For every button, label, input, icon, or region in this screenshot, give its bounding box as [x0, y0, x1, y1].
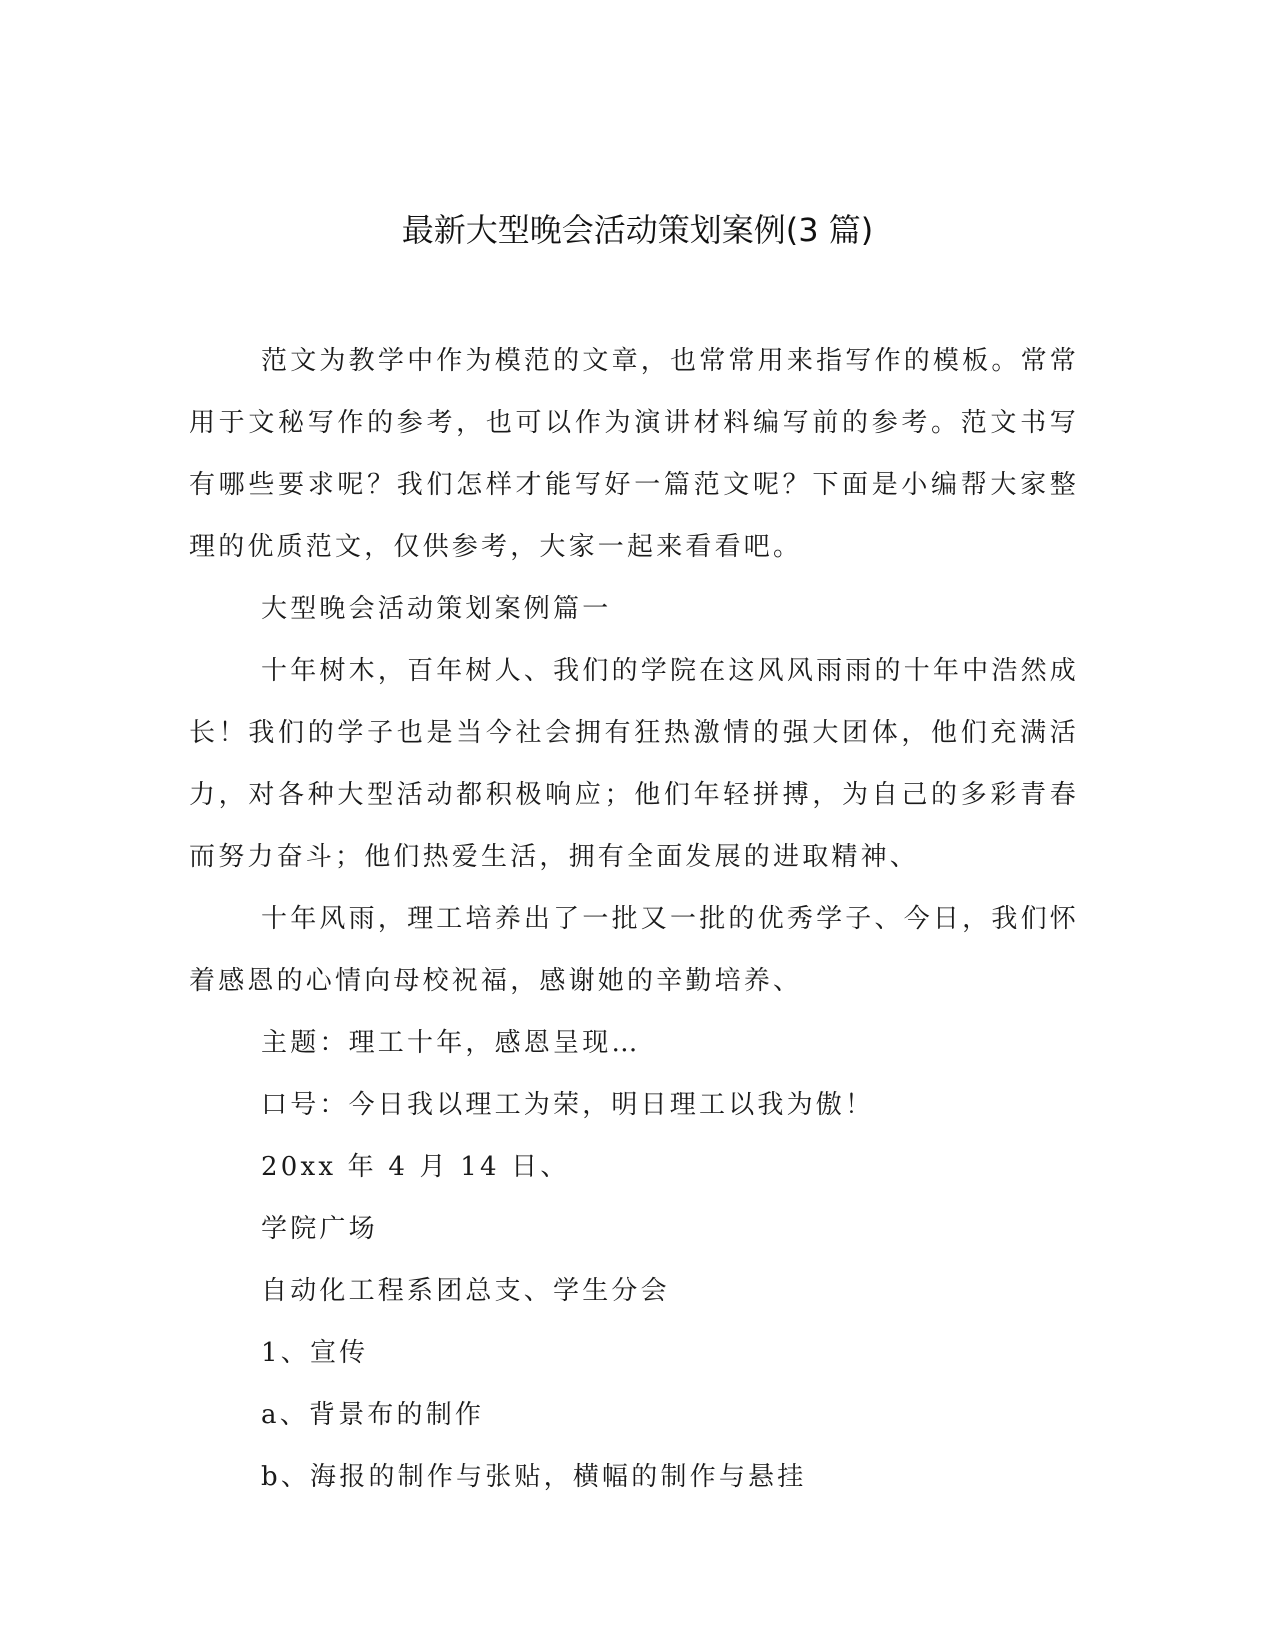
theme-line: 主题：理工十年，感恩呈现…	[261, 1028, 641, 1058]
list-item: 1、宣传	[261, 1338, 369, 1368]
document-body	[189, 330, 1079, 1508]
body-paragraph: 十年风雨，理工培养出了一批又一批的优秀学子、今日，我们怀着感恩的心情向母校祝福，感谢她的辛勤培养、	[189, 904, 1079, 996]
date-line: 20xx 年 4 月 14 日、	[261, 1152, 570, 1182]
list-item: a、背景布的制作	[261, 1400, 485, 1430]
slogan-line: 口号：今日我以理工为荣，明日理工以我为傲！	[261, 1090, 875, 1120]
body-paragraph: 十年树木，百年树人、我们的学院在这风风雨雨的十年中浩然成长！我们的学子也是当今社会拥有狂热激情的强大团体，他们充满活力，对各种大型活动都积极响应；他们年轻拼搏，为自己的多彩青春而努力奋斗；他们热爱生活，拥有全面发展的进取精神、	[189, 656, 1079, 872]
section-heading: 大型晚会活动策划案例篇一	[261, 594, 612, 624]
location-line: 学院广场	[261, 1214, 378, 1244]
organizer-line: 自动化工程系团总支、学生分会	[261, 1276, 670, 1306]
list-item: b、海报的制作与张贴，横幅的制作与悬挂	[261, 1462, 807, 1492]
intro-paragraph: 范文为教学中作为模范的文章，也常常用来指写作的模板。常常用于文秘写作的参考，也可以作为演讲材料编写前的参考。范文书写有哪些要求呢？我们怎样才能写好一篇范文呢？下面是小编帮大家整理的优质范文，仅供参考，大家一起来看看吧。	[189, 346, 1079, 562]
document-title: 最新大型晚会活动策划案例(3 篇)	[401, 211, 874, 249]
